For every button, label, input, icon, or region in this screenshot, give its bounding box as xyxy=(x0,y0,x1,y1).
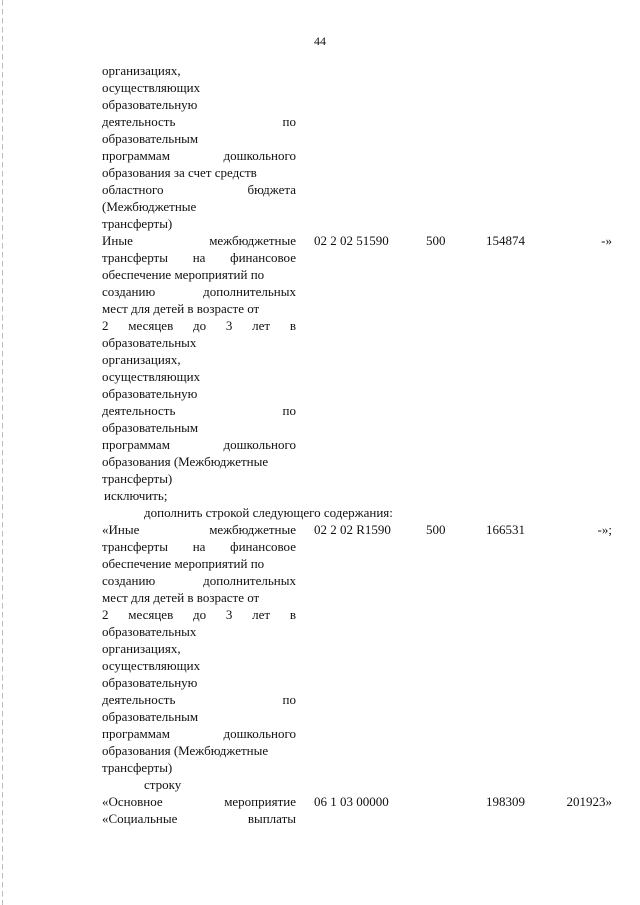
word: месяцев xyxy=(128,318,174,333)
row-line xyxy=(102,130,622,147)
amount-2017: 154874 xyxy=(486,233,525,248)
word: на xyxy=(192,250,206,265)
word: по xyxy=(282,692,296,707)
row-name-text: (Межбюджетные xyxy=(102,199,197,214)
row-name-text: образовательным xyxy=(102,420,199,435)
row-name-text: образования (Межбюджетные xyxy=(102,743,269,758)
word: 3 xyxy=(225,318,233,333)
table-row xyxy=(102,232,622,487)
row-name-text: трансферты) xyxy=(102,471,173,486)
row-line xyxy=(102,538,622,555)
row-name-text: осуществляющих xyxy=(102,80,201,95)
row-name-text: трансферты) xyxy=(102,216,173,231)
instruction-text: строку xyxy=(144,777,182,792)
row-name-text: образовательным xyxy=(102,709,199,724)
row-name-text: организациях, xyxy=(102,352,181,367)
row-line xyxy=(102,164,622,181)
row-line xyxy=(102,623,622,640)
row-line xyxy=(102,96,622,113)
word: трансферты xyxy=(102,539,168,554)
row-line xyxy=(102,62,622,79)
row-line xyxy=(102,419,622,436)
row-name-text: организациях, xyxy=(102,63,181,78)
row-line xyxy=(102,470,622,487)
justified-text xyxy=(102,436,296,453)
row-line xyxy=(102,283,622,300)
row-name-text: осуществляющих xyxy=(102,658,201,673)
word: созданию xyxy=(102,284,156,299)
row-name-text: образовательную xyxy=(102,97,198,112)
word: по xyxy=(282,114,296,129)
word: дошкольного xyxy=(223,437,296,452)
word: в xyxy=(289,318,296,333)
row-line xyxy=(102,657,622,674)
justified-text xyxy=(102,317,296,334)
row-line xyxy=(102,572,622,589)
row-name-text: трансферты) xyxy=(102,760,173,775)
row-line xyxy=(102,215,622,232)
justified-text xyxy=(102,181,296,198)
justified-text xyxy=(102,538,296,555)
kbk-code: 02 2 02 51590 xyxy=(314,233,389,248)
kbk-code: 02 2 02 R1590 xyxy=(314,522,391,537)
word: 3 xyxy=(225,607,233,622)
row-line xyxy=(102,232,622,249)
justified-text xyxy=(102,249,296,266)
document-body xyxy=(102,62,622,827)
row-name-text: образования (Межбюджетные xyxy=(102,454,269,469)
word: финансовое xyxy=(230,539,296,554)
word: Иные xyxy=(102,233,133,248)
row-line xyxy=(102,606,622,623)
word: программам xyxy=(102,148,170,163)
amount-2018: -» xyxy=(601,233,612,248)
row-name-text: образования за счет средств xyxy=(102,165,257,180)
row-line xyxy=(102,334,622,351)
row-name-text: осуществляющих xyxy=(102,369,201,384)
row-name-text: образовательным xyxy=(102,131,199,146)
row-name-text: мест для детей в возрасте от xyxy=(102,301,260,316)
justified-text xyxy=(102,572,296,589)
word: выплаты xyxy=(247,811,296,826)
row-name-text: обеспечение мероприятий по xyxy=(102,556,265,571)
row-line xyxy=(102,810,622,827)
row-name-text: образовательных xyxy=(102,335,197,350)
word: в xyxy=(289,607,296,622)
row-line xyxy=(102,674,622,691)
word: деятельность xyxy=(102,692,176,707)
amount-2018: -»; xyxy=(597,522,612,537)
word: 2 xyxy=(102,318,109,333)
row-name-text: обеспечение мероприятий по xyxy=(102,267,265,282)
word: «Иные xyxy=(102,522,140,537)
row-line xyxy=(102,742,622,759)
word: дошкольного xyxy=(223,148,296,163)
word: дошкольного xyxy=(223,726,296,741)
justified-text xyxy=(102,283,296,300)
page-number: 44 xyxy=(314,34,326,48)
justified-text xyxy=(102,232,296,249)
justified-text xyxy=(102,793,296,810)
row-line xyxy=(102,589,622,606)
justified-text xyxy=(102,521,296,538)
word: лет xyxy=(252,607,271,622)
row-name-text: организациях, xyxy=(102,641,181,656)
row-line xyxy=(102,368,622,385)
row-line xyxy=(102,300,622,317)
justified-text xyxy=(102,606,296,623)
word: трансферты xyxy=(102,250,168,265)
word: созданию xyxy=(102,573,156,588)
table-row xyxy=(102,521,622,776)
word: программам xyxy=(102,726,170,741)
row-line xyxy=(102,181,622,198)
row-line xyxy=(102,691,622,708)
instruction-text: исключить; xyxy=(104,488,168,503)
row-line xyxy=(102,147,622,164)
justified-text xyxy=(102,147,296,164)
justified-text xyxy=(102,691,296,708)
word: 2 xyxy=(102,607,109,622)
row-line xyxy=(102,453,622,470)
row-line xyxy=(102,266,622,283)
row-line xyxy=(102,113,622,130)
row-line xyxy=(102,402,622,419)
word: «Основное xyxy=(102,794,163,809)
word: областного xyxy=(102,182,164,197)
expense-type-code: 500 xyxy=(426,233,446,248)
word: на xyxy=(192,539,206,554)
row-line xyxy=(102,725,622,742)
justified-text xyxy=(102,725,296,742)
kbk-code: 06 1 03 00000 xyxy=(314,794,389,809)
amount-2017: 166531 xyxy=(486,522,525,537)
row-name-text: образовательную xyxy=(102,386,198,401)
row-line xyxy=(102,759,622,776)
row-line xyxy=(102,351,622,368)
word: дополнительных xyxy=(203,573,296,588)
justified-text xyxy=(102,113,296,130)
word: «Социальные xyxy=(102,811,178,826)
word: мероприятие xyxy=(224,794,296,809)
word: бюджета xyxy=(247,182,296,197)
word: программам xyxy=(102,437,170,452)
row-line xyxy=(102,436,622,453)
word: дополнительных xyxy=(203,284,296,299)
row-name-text: образовательную xyxy=(102,675,198,690)
word: до xyxy=(192,607,207,622)
row-line xyxy=(102,385,622,402)
row-line xyxy=(102,198,622,215)
row-line xyxy=(102,640,622,657)
row-line xyxy=(102,793,622,810)
justified-text xyxy=(102,402,296,419)
word: финансовое xyxy=(230,250,296,265)
row-line xyxy=(102,521,622,538)
row-name-text: образовательных xyxy=(102,624,197,639)
word: межбюджетные xyxy=(209,233,296,248)
row-line xyxy=(102,249,622,266)
word: до xyxy=(192,318,207,333)
amount-2017: 198309 xyxy=(486,794,525,809)
justified-text xyxy=(102,810,296,827)
word: по xyxy=(282,403,296,418)
word: межбюджетные xyxy=(209,522,296,537)
row-line xyxy=(102,555,622,572)
amount-2018: 201923» xyxy=(566,794,612,809)
word: месяцев xyxy=(128,607,174,622)
table-row xyxy=(102,62,622,232)
row-line xyxy=(102,317,622,334)
scan-edge xyxy=(2,0,3,905)
expense-type-code: 500 xyxy=(426,522,446,537)
word: лет xyxy=(252,318,271,333)
row-line xyxy=(102,79,622,96)
row-name-text: мест для детей в возрасте от xyxy=(102,590,260,605)
word: деятельность xyxy=(102,114,176,129)
word: деятельность xyxy=(102,403,176,418)
row-line xyxy=(102,708,622,725)
instruction-text: дополнить строкой следующего содержания: xyxy=(144,505,393,520)
table-row xyxy=(102,793,622,827)
